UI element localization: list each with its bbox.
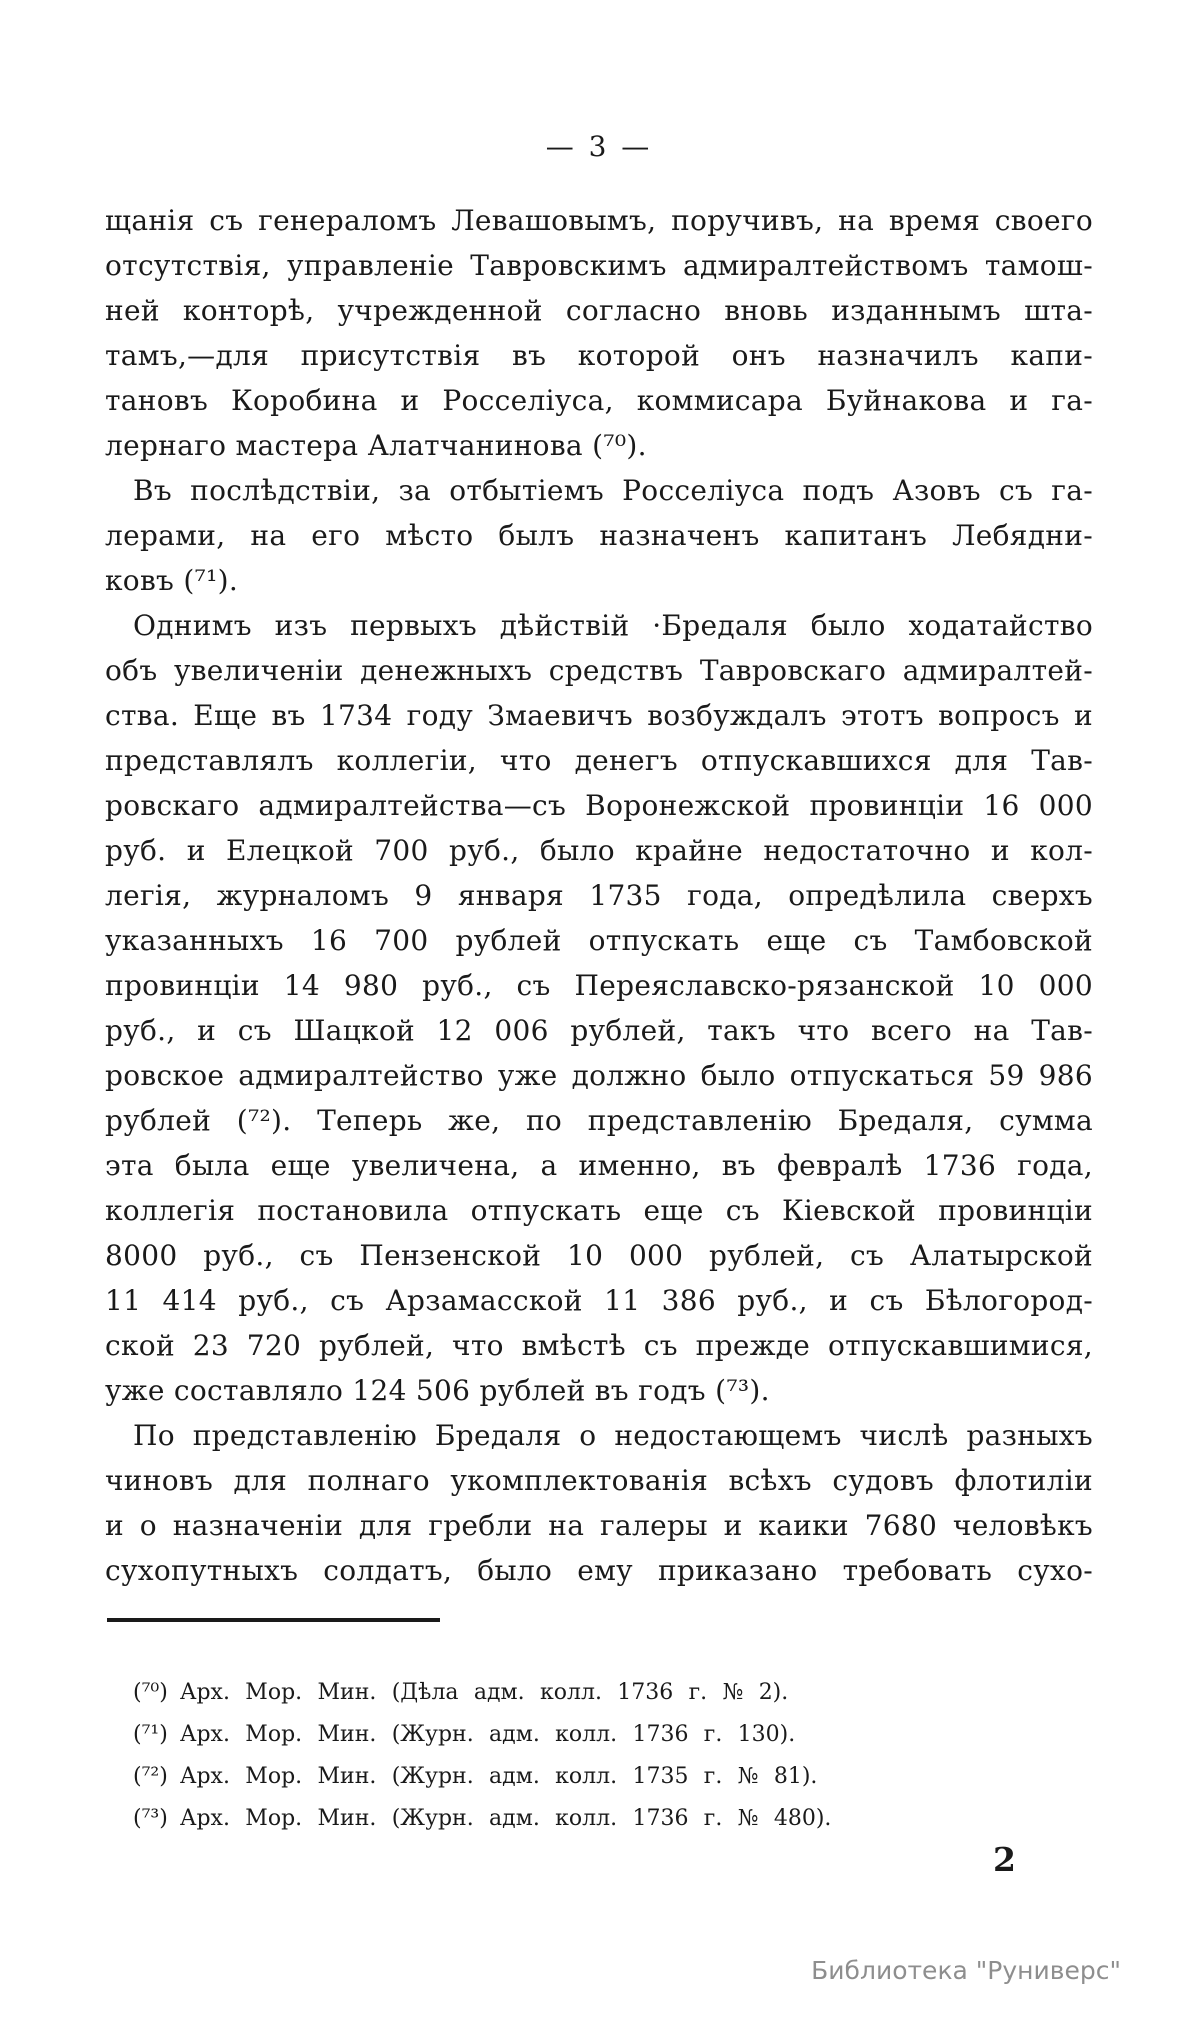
text-line: 11 414 руб., съ Арзамасской 11 386 руб., и съ Бѣлогород- — [105, 1284, 1093, 1317]
footnote-item — [133, 1672, 1033, 1714]
text-line: щанія съ генераломъ Левашовымъ, поручивъ, на время своего — [105, 204, 1093, 237]
footnote-divider-rule — [107, 1618, 440, 1622]
text-line: По представленію Бредаля о недостающемъ числѣ разныхъ — [133, 1419, 1093, 1452]
footnote-text: Арх. Мор. Мин. (Журн. адм. колл. 1736 г. 130). — [179, 1722, 796, 1747]
paragraph — [105, 198, 1093, 468]
text-line: эта была еще увеличена, а именно, въ февралѣ 1736 года, — [105, 1149, 1093, 1182]
footnote-item — [133, 1756, 1033, 1798]
text-line: уже составляло 124 506 рублей въ годъ (⁷³). — [105, 1374, 770, 1407]
text-line: 8000 руб., съ Пензенской 10 000 рублей, съ Алатырской — [105, 1239, 1093, 1272]
text-line: ровскаго адмиралтейства—съ Воронежской провинціи 16 000 — [105, 789, 1093, 822]
body-text — [105, 198, 1093, 1593]
footnote-item — [133, 1714, 1033, 1756]
footnote-text: Арх. Мор. Мин. (Журн. адм. колл. 1736 г. № 480). — [179, 1806, 832, 1831]
text-line: руб., и съ Шацкой 12 006 рублей, такъ что всего на Тав- — [105, 1014, 1093, 1047]
text-line: лерами, на его мѣсто былъ назначенъ капитанъ Лебядни- — [105, 519, 1093, 552]
text-line: Однимъ изъ первыхъ дѣйствій ·Бредаля было ходатайство — [133, 609, 1093, 642]
text-line: Въ послѣдствіи, за отбытіемъ Росселіуса подъ Азовъ съ га- — [133, 474, 1093, 507]
paragraph — [105, 1413, 1093, 1593]
footnote-marker: (⁷⁰) — [133, 1680, 168, 1705]
text-line: и о назначеніи для гребли на галеры и каики 7680 человѣкъ — [105, 1509, 1093, 1542]
paragraph — [105, 603, 1093, 1413]
text-line: объ увеличеніи денежныхъ средствъ Тавровскаго адмиралтей- — [105, 654, 1093, 687]
text-line: чиновъ для полнаго укомплектованія всѣхъ судовъ флотиліи — [105, 1464, 1093, 1497]
text-line: ковъ (⁷¹). — [105, 564, 239, 597]
text-line: тамъ,—для присутствія въ которой онъ назначилъ капи- — [105, 339, 1093, 372]
paragraph — [105, 468, 1093, 603]
text-line: лернаго мастера Алатчанинова (⁷⁰). — [105, 429, 647, 462]
library-watermark: Библиотека "Руниверс" — [811, 1956, 1121, 1985]
text-line: легія, журналомъ 9 января 1735 года, опредѣлила сверхъ — [105, 879, 1093, 912]
footnote-marker: (⁷¹) — [133, 1722, 168, 1747]
signature-mark: 2 — [993, 1840, 1016, 1879]
text-line: ней конторѣ, учрежденной согласно вновь изданнымъ шта- — [105, 294, 1093, 327]
text-line: коллегія постановила отпускать еще съ Кіевской провинціи — [105, 1194, 1093, 1227]
text-line: указанныхъ 16 700 рублей отпускать еще съ Тамбовской — [105, 924, 1093, 957]
text-line: руб. и Елецкой 700 руб., было крайне недостаточно и кол- — [105, 834, 1093, 867]
footnote-marker: (⁷²) — [133, 1764, 168, 1789]
footnote-marker: (⁷³) — [133, 1806, 168, 1831]
text-line: провинціи 14 980 руб., съ Переяславско-рязанской 10 000 — [105, 969, 1093, 1002]
text-line: ровское адмиралтейство уже должно было отпускаться 59 986 — [105, 1059, 1093, 1092]
text-line: ства. Еще въ 1734 году Змаевичъ возбуждалъ этотъ вопросъ и — [105, 699, 1093, 732]
text-line: тановъ Коробина и Росселіуса, коммисара Буйнакова и га- — [105, 384, 1093, 417]
footnote-item — [133, 1798, 1033, 1840]
text-line: рублей (⁷²). Теперь же, по представленію Бредаля, сумма — [105, 1104, 1093, 1137]
text-line: отсутствія, управленіе Тавровскимъ адмиралтействомъ тамош- — [105, 249, 1093, 282]
page-number-header: — 3 — — [545, 130, 653, 163]
footnotes — [133, 1672, 1033, 1840]
text-line: сухопутныхъ солдатъ, было ему приказано требовать сухо- — [105, 1554, 1093, 1587]
footnote-text: Арх. Мор. Мин. (Журн. адм. колл. 1735 г. № 81). — [179, 1764, 818, 1789]
footnote-text: Арх. Мор. Мин. (Дѣла адм. колл. 1736 г. № 2). — [179, 1680, 789, 1705]
text-line: ской 23 720 рублей, что вмѣстѣ съ прежде отпускавшимися, — [105, 1329, 1093, 1362]
text-line: представлялъ коллегіи, что денегъ отпускавшихся для Тав- — [105, 744, 1093, 777]
